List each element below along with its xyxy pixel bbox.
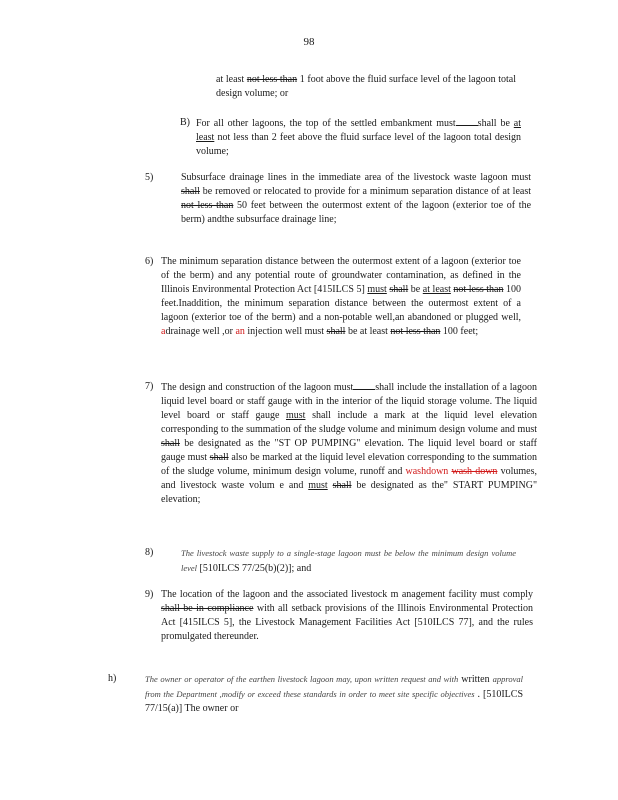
underlined-text: must xyxy=(367,284,387,295)
item-8-text: The livestock waste supply to a single-stage lagoon must be below the minimum design volume level [510ILCS 77/25(b)(2)]; and xyxy=(181,548,516,574)
deleted-text: not less than xyxy=(390,326,441,337)
deleted-text: shall be in compliance xyxy=(161,603,254,614)
item-9-text: The location of the lagoon and the associated livestock m anagement facility must comply shall be in compliance with all setback provisions of the Illinois Environmental Protection Act [415ILCS 5], the Livestock Management Facilities Act [510ILCS 77], and the rules promulgated thereunder. xyxy=(161,589,534,642)
item-h-label: h) xyxy=(108,673,117,684)
inserted-text: washdown xyxy=(405,466,449,477)
item-8-label: 8) xyxy=(145,547,154,558)
blank-underline xyxy=(353,380,375,390)
inserted-text: a xyxy=(161,326,166,337)
deleted-text: shall xyxy=(332,480,352,491)
deleted-text: not less than xyxy=(181,200,234,211)
item-6-text: The minimum separation distance between the outermost extent of a lagoon (exterior toe of the berm) and any potential route of groundwater contamination, as defined in the Illinois Environmental Protection Act [415ILCS 5] must shall be at least not less than 100 feet.Inaddition, the minimum separation distance between the outermost extent of a lagoon (exterior toe of the berm) and a non-potable well,an abandoned or plugged well, adrainage well ,or an injection well must shall be at least not less than 100 feet; xyxy=(161,256,522,337)
deleted-text: not less than xyxy=(453,284,504,295)
deleted-text: shall xyxy=(389,284,409,295)
paragraph-fragment: at least not less than 1 foot above the fluid surface level of the lagoon total design volume; or xyxy=(216,74,517,99)
deleted-text: not less than xyxy=(246,74,298,85)
inserted-text: an xyxy=(235,326,245,337)
item-7-label: 7) xyxy=(145,381,154,392)
item-6-label: 6) xyxy=(145,256,154,267)
underlined-text: must xyxy=(308,480,328,491)
deleted-text: shall xyxy=(326,326,346,337)
underlined-text: at least xyxy=(196,118,521,143)
item-b-label: B) xyxy=(180,117,190,128)
page-number: 98 xyxy=(303,36,315,48)
deleted-text: shall xyxy=(209,452,229,463)
item-h-text: The owner or operator of the earthen livestock lagoon may, upon written request and with written approval from the Department ,modify or exceed these standards in order to meet site specific objectives . [510ILCS 77/15(a)] The owner or xyxy=(145,674,524,714)
deleted-text: shall xyxy=(161,438,180,449)
italic-text: The owner or operator of the earthen livestock lagoon may, upon written request and with xyxy=(145,674,459,684)
blank-underline xyxy=(456,116,478,126)
item-9-label: 9) xyxy=(145,589,154,600)
item-5-text: Subsurface drainage lines in the immediate area of the livestock waste lagoon must shall be removed or relocated to provide for a minimum separation distance of at least not less than 50 feet between the outermost extent of the lagoon (exterior toe of the berm) andthe subsurface drainage line; xyxy=(181,172,532,225)
underlined-text: must xyxy=(286,410,306,421)
italic-text: The livestock waste supply to a single-stage lagoon must be below the minimum design volume level xyxy=(181,548,516,573)
deleted-text: shall xyxy=(181,186,200,197)
italic-text: approval from the Department ,modify or exceed these standards in order to meet site specific objectives xyxy=(145,674,524,699)
deleted-text: wash down xyxy=(451,466,498,477)
item-5-label: 5) xyxy=(145,172,154,183)
item-b-text: For all other lagoons, the top of the settled embankment must shall be at least not less than 2 feet above the fluid surface level of the lagoon total design volume; xyxy=(196,118,521,157)
item-7-text: The design and construction of the lagoon must shall include the installation of a lagoon liquid level board or staff gauge with in the interior of the liquid storage volume. The liquid level board or staff gauge must shall include a mark at the liquid level elevation corresponding to the summation of the sludge volume and minimum design volume and must shall be designated as the "ST OP PUMPING" elevation. The liquid level board or staff gauge must shall also be marked at the liquid level elevation corresponding to the summation of the sludge volume, minimum design volume, runoff and washdown wash down volumes, and livestock waste volum e and must shall be designated as the" START PUMPING" elevation; xyxy=(161,382,538,505)
underlined-text: at least xyxy=(422,284,451,295)
